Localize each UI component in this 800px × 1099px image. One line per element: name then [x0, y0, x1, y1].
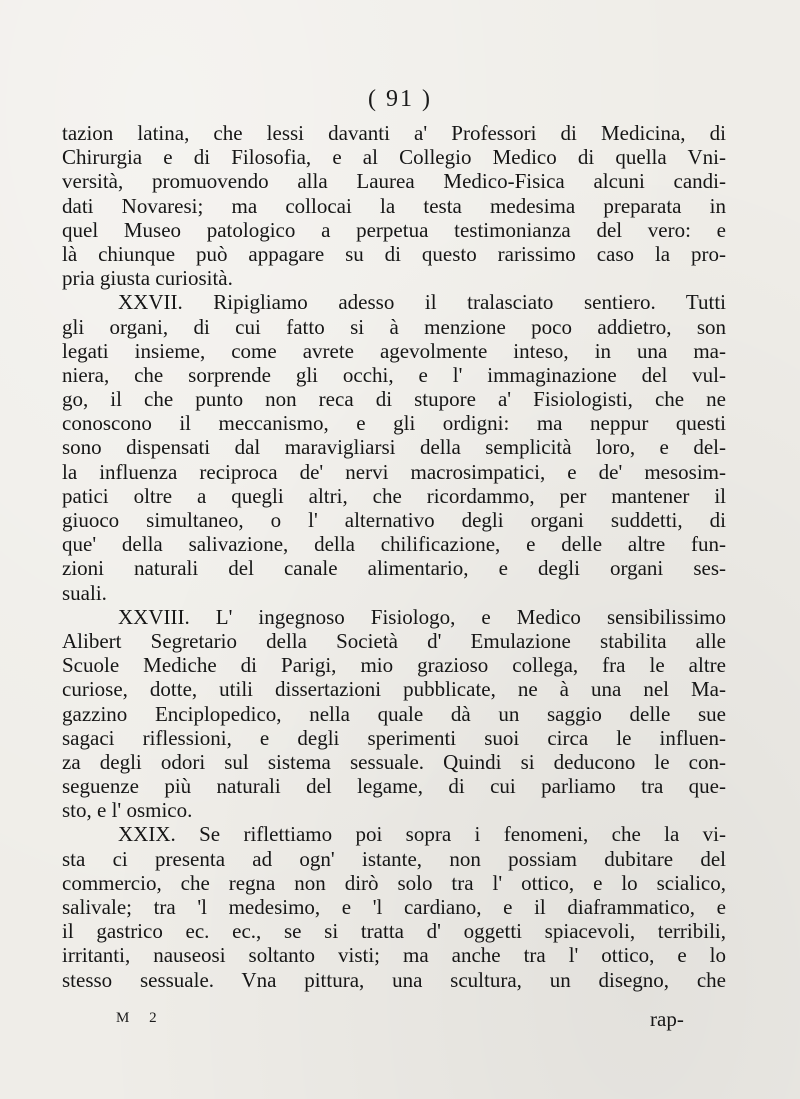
- text-line: seguenze più naturali del legame, di cui parliamo tra que-: [62, 774, 726, 799]
- page-number: ( 91 ): [368, 86, 432, 112]
- text-line: là chiunque può appagare su di questo rarissimo caso la pro-: [62, 241, 726, 266]
- text-line: quel Museo patologico a perpetua testimonianza del vero: e: [62, 217, 726, 242]
- text-line: curiose, dotte, utili dissertazioni pubblicate, ne à una nel Ma-: [62, 677, 726, 702]
- text-line: giuoco simultaneo, o l' alternativo degli organi suddetti, di: [62, 508, 726, 532]
- text-line: XXVIII. L' ingegnoso Fisiologo, e Medico sensibilissimo: [118, 604, 726, 629]
- signature-mark: M 2: [116, 1010, 165, 1026]
- catchword: rap-: [650, 1007, 684, 1031]
- text-line: niera, che sorprende gli occhi, e l' immaginazione del vul-: [62, 362, 726, 387]
- text-line: irritanti, nauseosi soltanto visti; ma anche tra l' ottico, e lo: [62, 943, 726, 968]
- text-line: Scuole Mediche di Parigi, mio grazioso collega, fra le altre: [62, 653, 726, 678]
- text-line: zioni naturali del canale alimentario, e degli organi ses-: [62, 556, 726, 581]
- text-line: za degli odori sul sistema sessuale. Quindi si deducono le con-: [62, 749, 726, 774]
- text-line: dati Novaresi; ma collocai la testa medesima preparata in: [62, 193, 726, 218]
- text-line: sto, e l' osmico.: [62, 798, 193, 823]
- text-line: Chirurgia e di Filosofia, e al Collegio Medico di quella Vni-: [62, 145, 726, 170]
- text-line: conoscono il meccanismo, e gli ordigni: ma neppur questi: [62, 411, 726, 436]
- text-line: il gastrico ec. ec., se si tratta d' oggetti spiacevoli, terribili,: [62, 919, 726, 944]
- body-text: [62, 121, 726, 992]
- text-line: go, il che punto non reca di stupore a' Fisiologisti, che ne: [62, 387, 726, 412]
- text-line: sono dispensati dal maravigliarsi della semplicità loro, e del-: [62, 435, 726, 460]
- text-line: suali.: [62, 580, 107, 605]
- text-line: Alibert Segretario della Società d' Emulazione stabilita alle: [62, 628, 726, 653]
- text-line: commercio, che regna non dirò solo tra l' ottico, e lo scialico,: [62, 870, 726, 895]
- text-line: la influenza reciproca de' nervi macrosimpatici, e de' mesosim-: [62, 459, 726, 484]
- text-line: versità, promuovendo alla Laurea Medico-Fisica alcuni candi-: [62, 169, 726, 194]
- text-line: salivale; tra 'l medesimo, e 'l cardiano, e il diaframmatico, e: [62, 895, 726, 919]
- text-line: tazion latina, che lessi davanti a' Professori di Medicina, di: [62, 121, 726, 145]
- text-line: XXIX. Se riflettiamo poi sopra i fenomeni, che la vi-: [118, 822, 726, 847]
- text-line: patici oltre a quegli altri, che ricordammo, per mantener il: [62, 483, 726, 508]
- text-line: gli organi, di cui fatto si à menzione poco addietro, son: [62, 314, 726, 339]
- text-line: que' della salivazione, della chilificazione, e delle altre fun-: [62, 532, 726, 557]
- text-line: gazzino Enciplopedico, nella quale dà un saggio delle sue: [62, 701, 726, 726]
- text-line: sta ci presenta ad ogn' istante, non possiam dubitare del: [62, 846, 726, 871]
- text-line: legati insieme, come avrete agevolmente inteso, in una ma-: [62, 338, 726, 363]
- text-line: sagaci riflessioni, e degli sperimenti suoi circa le influen-: [62, 725, 726, 750]
- text-line: stesso sessuale. Vna pittura, una scultura, un disegno, che: [62, 967, 726, 992]
- text-line: pria giusta curiosità.: [62, 266, 233, 291]
- text-line: XXVII. Ripigliamo adesso il tralasciato sentiero. Tutti: [118, 290, 726, 315]
